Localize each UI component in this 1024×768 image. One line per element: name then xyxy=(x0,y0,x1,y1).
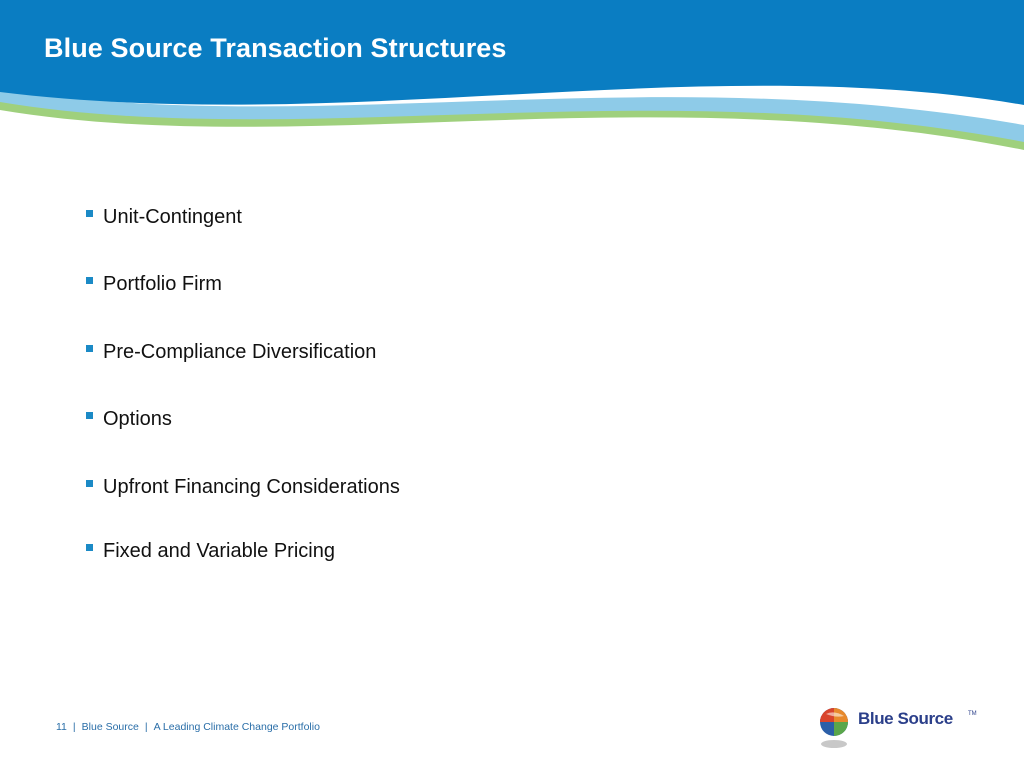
bullet-item xyxy=(86,536,335,566)
bullet-text: Options xyxy=(103,408,172,430)
logo-text: Blue Source xyxy=(858,709,953,728)
slide-title: Blue Source Transaction Structures xyxy=(44,33,507,63)
bullet-text: Portfolio Firm xyxy=(103,273,222,295)
bullet-text: Fixed and Variable Pricing xyxy=(103,540,335,562)
square-bullet-icon xyxy=(86,345,93,352)
blue-source-logo xyxy=(818,704,978,752)
bullet-item xyxy=(86,202,242,232)
bullet-text: Upfront Financing Considerations xyxy=(103,476,400,498)
square-bullet-icon xyxy=(86,412,93,419)
footer-separator: | xyxy=(72,721,76,733)
bullet-item xyxy=(86,269,222,299)
footer-separator: | xyxy=(144,721,148,733)
header-wave-banner xyxy=(0,0,1024,160)
globe-logo-icon xyxy=(818,704,852,752)
square-bullet-icon xyxy=(86,210,93,217)
bullet-item xyxy=(86,337,376,367)
footer-company: Blue Source xyxy=(81,721,139,733)
bullet-text: Pre-Compliance Diversification xyxy=(103,341,377,363)
footer-tagline: A Leading Climate Change Portfolio xyxy=(153,721,320,733)
logo-trademark: TM xyxy=(968,711,977,717)
bullet-item xyxy=(86,472,400,502)
square-bullet-icon xyxy=(86,277,93,284)
square-bullet-icon xyxy=(86,544,93,551)
bullet-text: Unit-Contingent xyxy=(103,206,242,228)
slide-footer xyxy=(56,721,320,733)
square-bullet-icon xyxy=(86,480,93,487)
bullet-item xyxy=(86,404,172,434)
page-number: 11 xyxy=(56,721,67,733)
